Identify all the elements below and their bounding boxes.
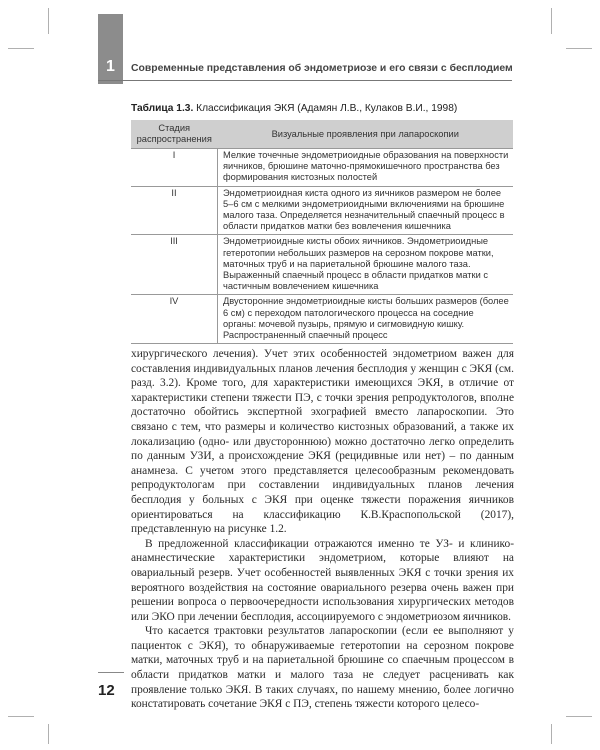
classification-table: [131, 120, 513, 344]
table-header-row: [131, 120, 513, 149]
crop-mark-bottom-right-v: [551, 724, 552, 744]
table-cell-stage: II: [131, 186, 218, 235]
table-cell-stage: I: [131, 149, 218, 187]
table-cell-description: Двусторонние эндометриоидные кисты больших размеров (более 6 см) с переходом патологического процесса на соседние органы: мочевой пузырь, прямую и сигмовидную кишку. Распространенный спаечный процесс: [218, 295, 514, 344]
running-header-title: Современные представления об эндометриозе и его связи с бесплодием: [131, 63, 513, 74]
crop-mark-bottom-left-v: [48, 724, 49, 744]
chapter-number: 1: [106, 58, 115, 75]
page-number: 12: [98, 682, 115, 699]
table-caption: [131, 103, 511, 114]
table-cell-description: Эндометриоидные кисты обоих яичников. Эндометриоидные гетеротопии небольших размеров на серозном покрове матки, маточных труб и на париетальной брюшине малого таза. Выраженный спаечный процесс в области придатков матки с частичным вовлечением кишечника: [218, 235, 514, 295]
crop-mark-top-right-v: [551, 8, 552, 34]
table-caption-text: Классификация ЭКЯ (Адамян Л.В., Кулаков В.И., 1998): [196, 103, 458, 114]
column-header-visual: Визуальные проявления при лапароскопии: [218, 120, 514, 149]
header-rule: [98, 80, 512, 81]
body-paragraph: В предложенной классификации отражаются именно те УЗ- и клинико-анамнестические характеристики эндометриом, которые влияют на овариальный резерв. Учет особенностей выявленных ЭКЯ с точки зрения их вероятного воздействия на состояние овариального резерва очень важен при решении вопроса о первоочередности использования хирургических методов или ЭКО при лечении бесплодия, ассоциируемого с эндометриозом яичников.: [131, 537, 514, 623]
column-header-stage: Стадия распространения: [131, 120, 218, 149]
body-text: [131, 347, 514, 712]
crop-mark-top-right-h: [566, 48, 592, 49]
body-paragraph: Что касается трактовки результатов лапароскопии (если ее выполняют у пациенток с ЭКЯ), то обнаруживаемые гетеротопии на серозном покрове матки, маточных труб и на париетальной брюшине со спаечным процессом в области придатков матки и малого таза не следует расценивать как проявление только ЭКЯ. В таких случаях, по нашему мнению, более логично констатировать сочетание ЭКЯ с ПЭ, степень тяжести которого целесо-: [131, 625, 514, 711]
table-cell-description: Мелкие точечные эндометриоидные образования на поверхности яичников, брюшине маточно-прямокишечного пространства без формирования кистозных полостей: [218, 149, 514, 187]
crop-mark-top-left-h: [8, 48, 34, 49]
crop-mark-bottom-right-h: [566, 716, 592, 717]
table-cell-stage: III: [131, 235, 218, 295]
footer-rule: [98, 672, 124, 673]
crop-mark-top-left-v: [48, 8, 49, 34]
body-paragraph: хирургического лечения). Учет этих особенностей эндометриом важен для составления индивидуальных планов лечения бесплодия у женщин с ЭКЯ (см. разд. 3.2). Кроме того, для характеристики имеющихся ЭКЯ, в отличие от характеристики степени тяжести ПЭ, с точки зрения репродуктологов, вполне достаточно обойтись экспертной эхографией вместо лапароскопии. Это связано с тем, что размеры и количество кистозных образований, а также их локализацию (одно- или двустороннюю) можно достаточно легко определить по данным УЗИ, а происхождение ЭКЯ (рецидивные или нет) – по данным анамнеза. С учетом этого представляется целесообразным рекомендовать репродуктологам при составлении индивидуальных планов лечения бесплодия у больных с ЭКЯ при оценке тяжести поражения яичников ориентироваться на классификацию К.В.Краспопольской (2017), представленную на рисунке 1.2.: [131, 348, 514, 536]
table-row: [131, 295, 513, 344]
table-row: [131, 149, 513, 187]
table-cell-stage: IV: [131, 295, 218, 344]
table-row: [131, 235, 513, 295]
crop-mark-bottom-left-h: [8, 716, 34, 717]
table-cell-description: Эндометриоидная киста одного из яичников размером не более 5–6 см с мелкими эндометриоидными включениями на брюшине малого таза. Определяется незначительный спаечный процесс в области придатков матки без вовлечения кишечника: [218, 186, 514, 235]
table-row: [131, 186, 513, 235]
table-caption-label: Таблица 1.3.: [131, 103, 194, 114]
